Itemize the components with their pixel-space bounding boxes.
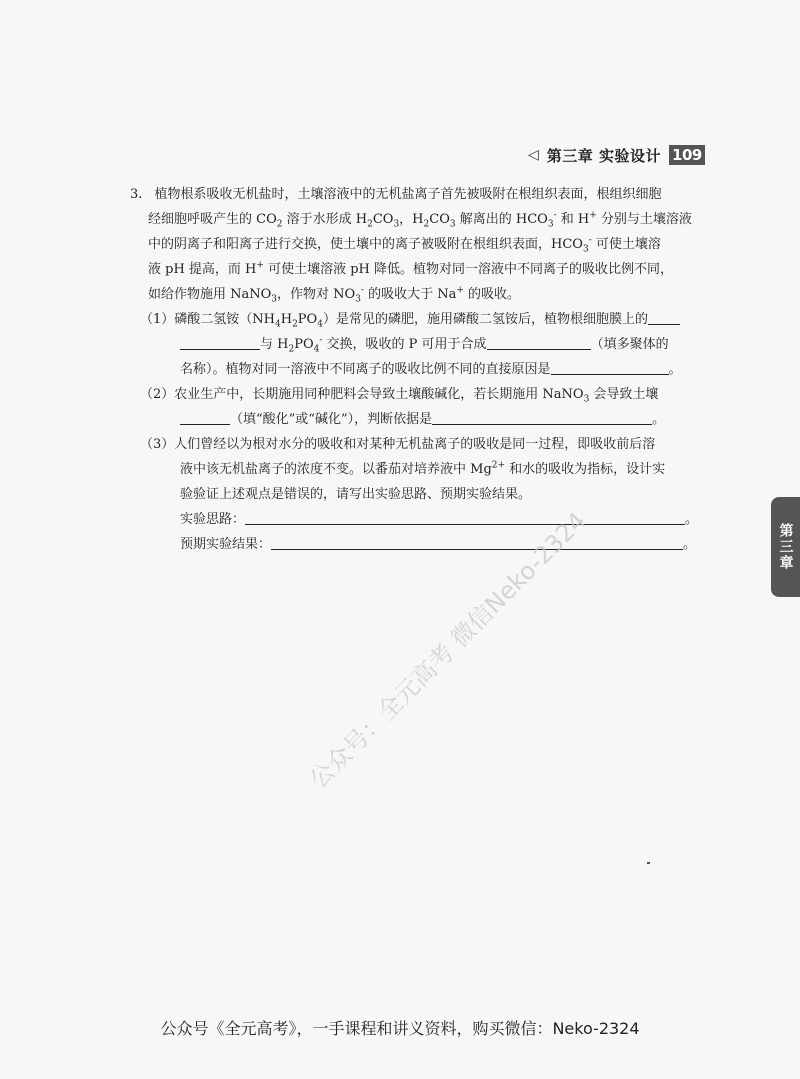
blank-1c[interactable] xyxy=(487,335,591,350)
page-header xyxy=(528,140,708,170)
blank-idea[interactable] xyxy=(245,510,685,525)
blank-1b[interactable] xyxy=(180,335,260,350)
intro-line-3: 中的阴离子和阳离子进行交换，使土壤中的离子被吸附在根组织表面，$HCO_3^-$ 可使土壤溶 xyxy=(148,235,661,255)
part-1-line-1: （1）磷酸二氢铵$(NH_4H_2PO_4)$是常见的磷肥，施用磷酸二氢铵后，植物根细胞膜上的 xyxy=(140,310,680,330)
footer-note: 公众号《全元高考》，一手课程和讲义资料，购买微信：Neko-2324 xyxy=(160,1019,640,1038)
page-number: 109 xyxy=(669,145,705,165)
intro-line-4: 液 pH 提高，而 H+ 可使土壤溶液 pH 降低。植物对同一溶液中不同离子的吸收比例不同， xyxy=(148,260,674,277)
intro-line-2: 经细胞呼吸产生的 $CO_2$ 溶于水形成 $H_2CO_3$，$H_2CO_3$ 解离出的 $HCO_3^-$ 和 H+ 分别与土壤溶液 xyxy=(148,210,692,230)
blank-2a[interactable] xyxy=(180,410,230,425)
question-body xyxy=(130,185,700,565)
watermark: 公众号：全元高考 微信Neko-2324 xyxy=(304,506,592,795)
blank-result[interactable] xyxy=(271,535,683,550)
part-1-line-2: 与 $H_2PO_4^-$ 交换，吸收的 P 可用于合成 （填多聚体的 xyxy=(180,335,669,355)
result-line: 预期实验结果： 。 xyxy=(180,537,697,552)
blank-1a[interactable] xyxy=(648,310,680,325)
question-number: 3. xyxy=(130,187,143,202)
part-3-line-3: 验验证上述观点是错误的，请写出实验思路、预期实验结果。 xyxy=(180,487,532,502)
blank-2b[interactable] xyxy=(432,410,652,425)
chapter-title: 第三章 实验设计 xyxy=(546,146,662,165)
intro-line-1: 3. 植物根系吸收无机盐时，土壤溶液中的无机盐离子首先被吸附在根组织表面，根组织细胞 xyxy=(130,187,662,202)
intro-line-5: 如给作物施用 NaNO$_3$，作物对 $NO_3^-$ 的吸收大于 Na+ 的吸收。 xyxy=(148,285,521,305)
part-2-line-1: （2）农业生产中，长期施用同种肥料会导致土壤酸碱化，若长期施用 NaNO$_3$ 会导致土壤 xyxy=(140,387,659,405)
part-3-line-2: 液中该无机盐离子的浓度不变。以番茄对培养液中 $Mg^{2+}$ 和水的吸收为指标，设计实 xyxy=(180,460,666,477)
part-1-line-3: 名称）。植物对同一溶液中不同离子的吸收比例不同的直接原因是 。 xyxy=(180,362,682,377)
triangle-icon: ◁ xyxy=(528,147,539,163)
part-2-line-2: （填“酸化”或“碱化”），判断依据是 。 xyxy=(180,410,665,430)
part-3-line-1: （3）人们曾经以为根对水分的吸收和对某种无机盐离子的吸收是同一过程，即吸收前后溶 xyxy=(140,437,656,452)
idea-line: 实验思路： 。 xyxy=(180,512,699,527)
blank-1d[interactable] xyxy=(551,360,669,375)
stray-mark xyxy=(647,862,650,864)
chapter-side-tab: 第三章 xyxy=(771,497,800,597)
